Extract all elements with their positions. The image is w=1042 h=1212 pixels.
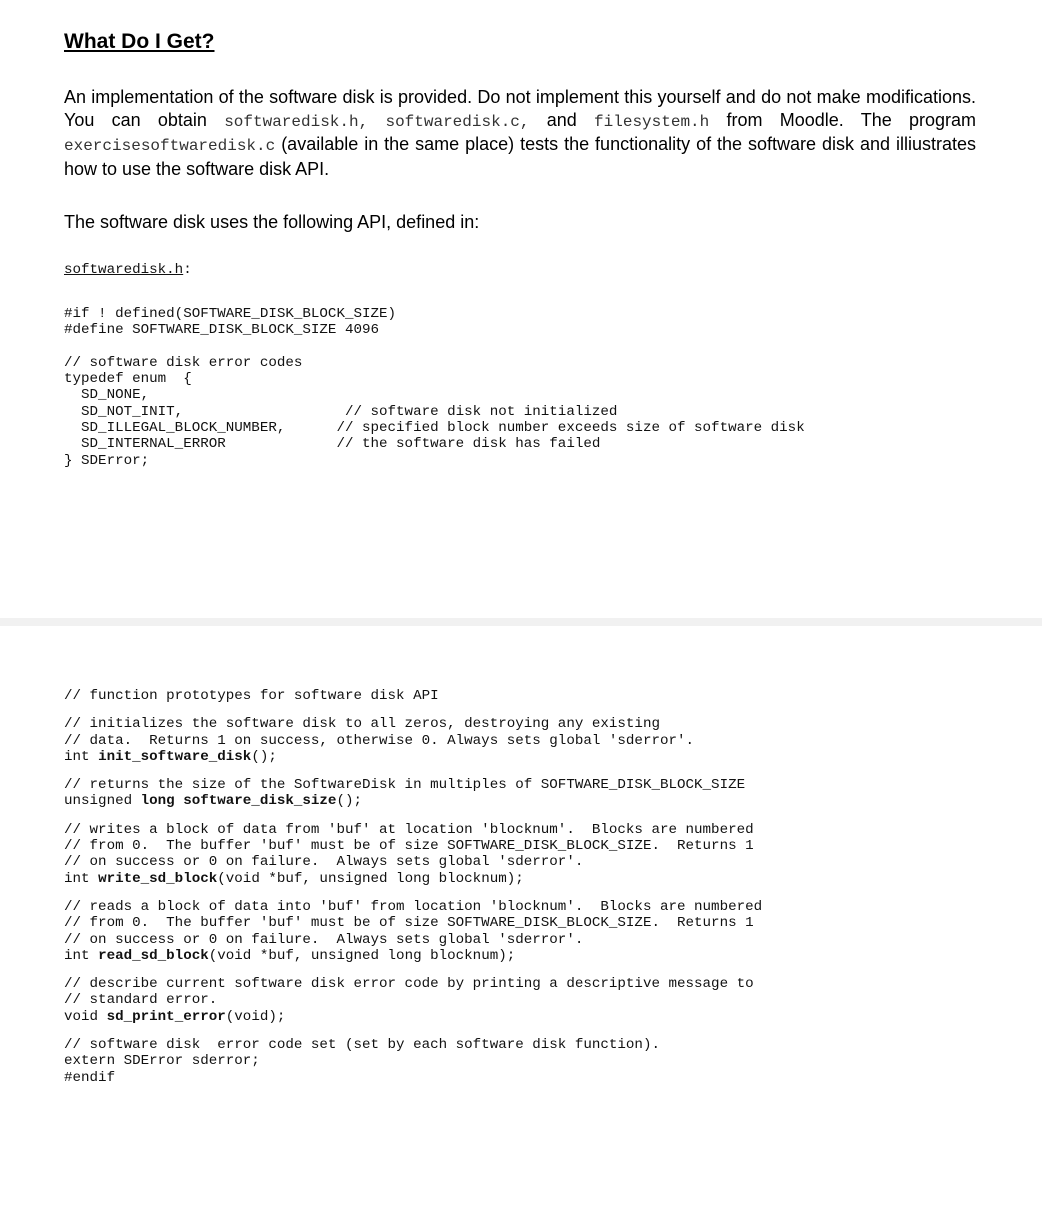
code-line (64, 339, 805, 355)
function-name: sd_print_error (106, 1008, 226, 1025)
code-line: extern SDError sderror; (64, 1053, 260, 1070)
code-line: #endif (64, 1069, 116, 1086)
code-comment: // from 0. The buffer 'buf' must be of size SOFTWARE_DISK_BLOCK_SIZE. Returns 1 (64, 838, 754, 855)
code-comment: // on success or 0 on failure. Always sets global 'sderror'. (64, 931, 584, 948)
filename-header: softwaredisk.h, (224, 112, 369, 131)
code-comment: // data. Returns 1 on success, otherwise 0. Always sets global 'sderror'. (64, 732, 695, 749)
intro-text: An implementation of the software disk is provided. Do not implement this yourself and do not make modifications. You can obtain (64, 87, 976, 130)
filename-filesystem: filesystem.h (594, 112, 710, 131)
function-declaration (64, 793, 762, 809)
function-params: (void); (225, 1008, 286, 1025)
function-declaration (64, 749, 762, 765)
code-comment: // writes a block of data from 'buf' at location 'blocknum'. Blocks are numbered (64, 821, 754, 838)
code-line: SD_NOT_INIT, // software disk not initialized (64, 403, 618, 420)
code-comment: // function prototypes for software disk API (64, 688, 439, 704)
function-params: (); (251, 748, 277, 765)
code-line: SD_ILLEGAL_BLOCK_NUMBER, // specified block number exceeds size of software disk (64, 420, 805, 437)
return-type: int (64, 870, 99, 887)
intro-text: and (529, 109, 595, 130)
code-block-header (64, 306, 805, 469)
code-comment: // describe current software disk error code by printing a descriptive message to (64, 976, 754, 993)
code-comment: // reads a block of data into 'buf' from location 'blocknum'. Blocks are numbered (64, 898, 763, 915)
api-intro: The software disk uses the following API, defined in: (64, 212, 480, 232)
function-declaration (64, 948, 762, 964)
return-type: void (64, 1008, 107, 1025)
code-section (64, 822, 762, 887)
function-name: long software_disk_size (140, 793, 337, 810)
code-comment: // returns the size of the SoftwareDisk in multiples of SOFTWARE_DISK_BLOCK_SIZE (64, 777, 746, 794)
code-comment: // standard error. (64, 992, 218, 1009)
function-params: (); (336, 793, 362, 810)
code-section (64, 1037, 762, 1086)
code-line: SD_NONE, (64, 387, 150, 404)
function-params: (void *buf, unsigned long blocknum); (217, 870, 524, 887)
function-name: read_sd_block (98, 947, 209, 964)
code-comment: // on success or 0 on failure. Always sets global 'sderror'. (64, 854, 584, 871)
code-line: #define SOFTWARE_DISK_BLOCK_SIZE 4096 (64, 322, 380, 339)
section-heading: What Do I Get? (64, 30, 215, 53)
intro-paragraph (64, 86, 976, 180)
code-section (64, 777, 762, 810)
filename-source: softwaredisk.c, (385, 112, 530, 131)
intro-text: (available in the same place) tests the functionality of the software disk and illiustrates how to use the software disk API. (64, 134, 976, 179)
return-type: unsigned (64, 793, 141, 810)
function-name: init_software_disk (98, 748, 252, 765)
code-line: typedef enum { (64, 371, 192, 388)
intro-text (368, 110, 385, 130)
code-comment: // software disk error code set (set by each software disk function). (64, 1037, 660, 1054)
code-block-prototypes (64, 688, 762, 1098)
code-section (64, 976, 762, 1025)
code-filename (64, 262, 192, 278)
filename-colon: : (183, 262, 192, 278)
intro-text: from Moodle. The program (709, 109, 976, 130)
code-line: // software disk error codes (64, 354, 303, 371)
return-type: int (64, 947, 99, 964)
code-comment: // initializes the software disk to all zeros, destroying any existing (64, 716, 660, 733)
function-declaration (64, 1009, 762, 1025)
function-declaration (64, 871, 762, 887)
code-section (64, 899, 762, 964)
function-params: (void *buf, unsigned long blocknum); (208, 947, 516, 964)
document-page-2 (0, 626, 1042, 1212)
code-section (64, 716, 762, 765)
return-type: int (64, 748, 99, 765)
function-name: write_sd_block (98, 870, 218, 887)
code-section (64, 688, 762, 704)
filename-exercise: exercisesoftwaredisk.c (64, 137, 276, 155)
code-line: } SDError; (64, 452, 150, 469)
code-line: #if ! defined(SOFTWARE_DISK_BLOCK_SIZE) (64, 306, 397, 322)
page-separator (0, 618, 1042, 626)
filename-label: softwaredisk.h (64, 262, 184, 278)
code-line: SD_INTERNAL_ERROR // the software disk has failed (64, 436, 601, 453)
code-comment: // from 0. The buffer 'buf' must be of size SOFTWARE_DISK_BLOCK_SIZE. Returns 1 (64, 915, 754, 932)
